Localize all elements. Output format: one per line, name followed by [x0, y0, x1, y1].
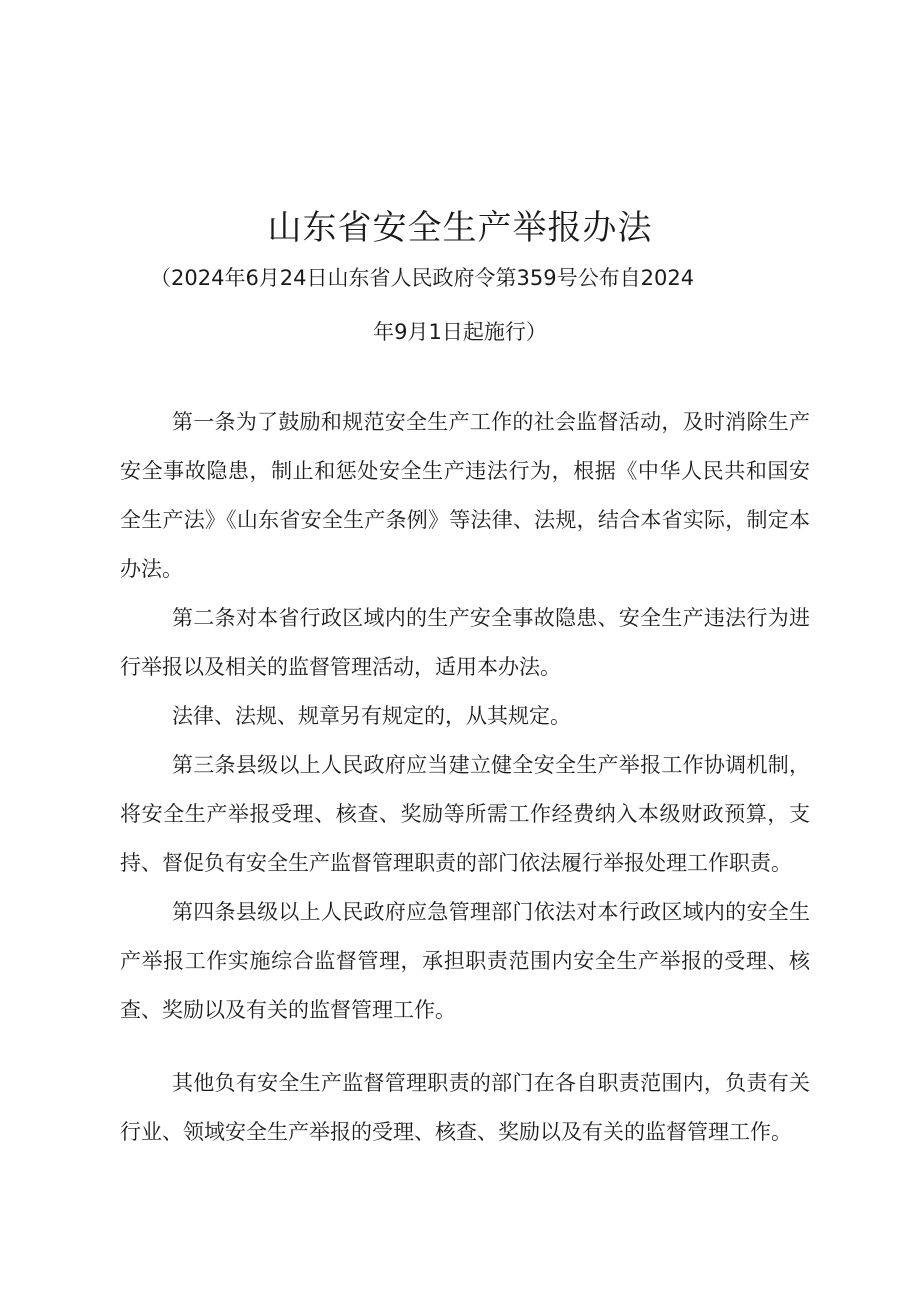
article-1-paragraph: 第一条为了鼓励和规范安全生产工作的社会监督活动，及时消除生产安全事故隐患，制止和惩处安全生产违法行为，根据《中华人民共和国安全生产法》《山东省安全生产条例》等法律、法规，结合本省实际，制定本办法。 [120, 410, 810, 581]
article-2-paragraph: 第二条对本省行政区域内的生产安全事故隐患、安全生产违法行为进行举报以及相关的监督管理活动，适用本办法。 [120, 606, 810, 679]
article-4-paragraph: 第四条县级以上人民政府应急管理部门依法对本行政区域内的安全生产举报工作实施综合监督管理，承担职责范围内安全生产举报的受理、核查、奖励以及有关的监督管理工作。 [120, 900, 810, 1022]
promulgation-note-line1: （2024年6月24日山东省人民政府令第359号公布自2024 [150, 266, 695, 290]
article-4-clause-paragraph: 其他负有安全生产监督管理职责的部门在各自职责范围内，负责有关行业、领域安全生产举报的受理、核查、奖励以及有关的监督管理工作。 [120, 1071, 810, 1144]
article-3-paragraph: 第三条县级以上人民政府应当建立健全安全生产举报工作协调机制，将安全生产举报受理、核查、奖励等所需工作经费纳入本级财政预算，支持、督促负有安全生产监督管理职责的部门依法履行举报处理工作职责。 [120, 753, 810, 875]
promulgation-note-line2: 年9月1日起施行） [373, 320, 547, 344]
document-title: 山东省安全生产举报办法 [267, 208, 653, 248]
article-2-clause-paragraph: 法律、法规、规章另有规定的，从其规定。 [172, 704, 571, 728]
